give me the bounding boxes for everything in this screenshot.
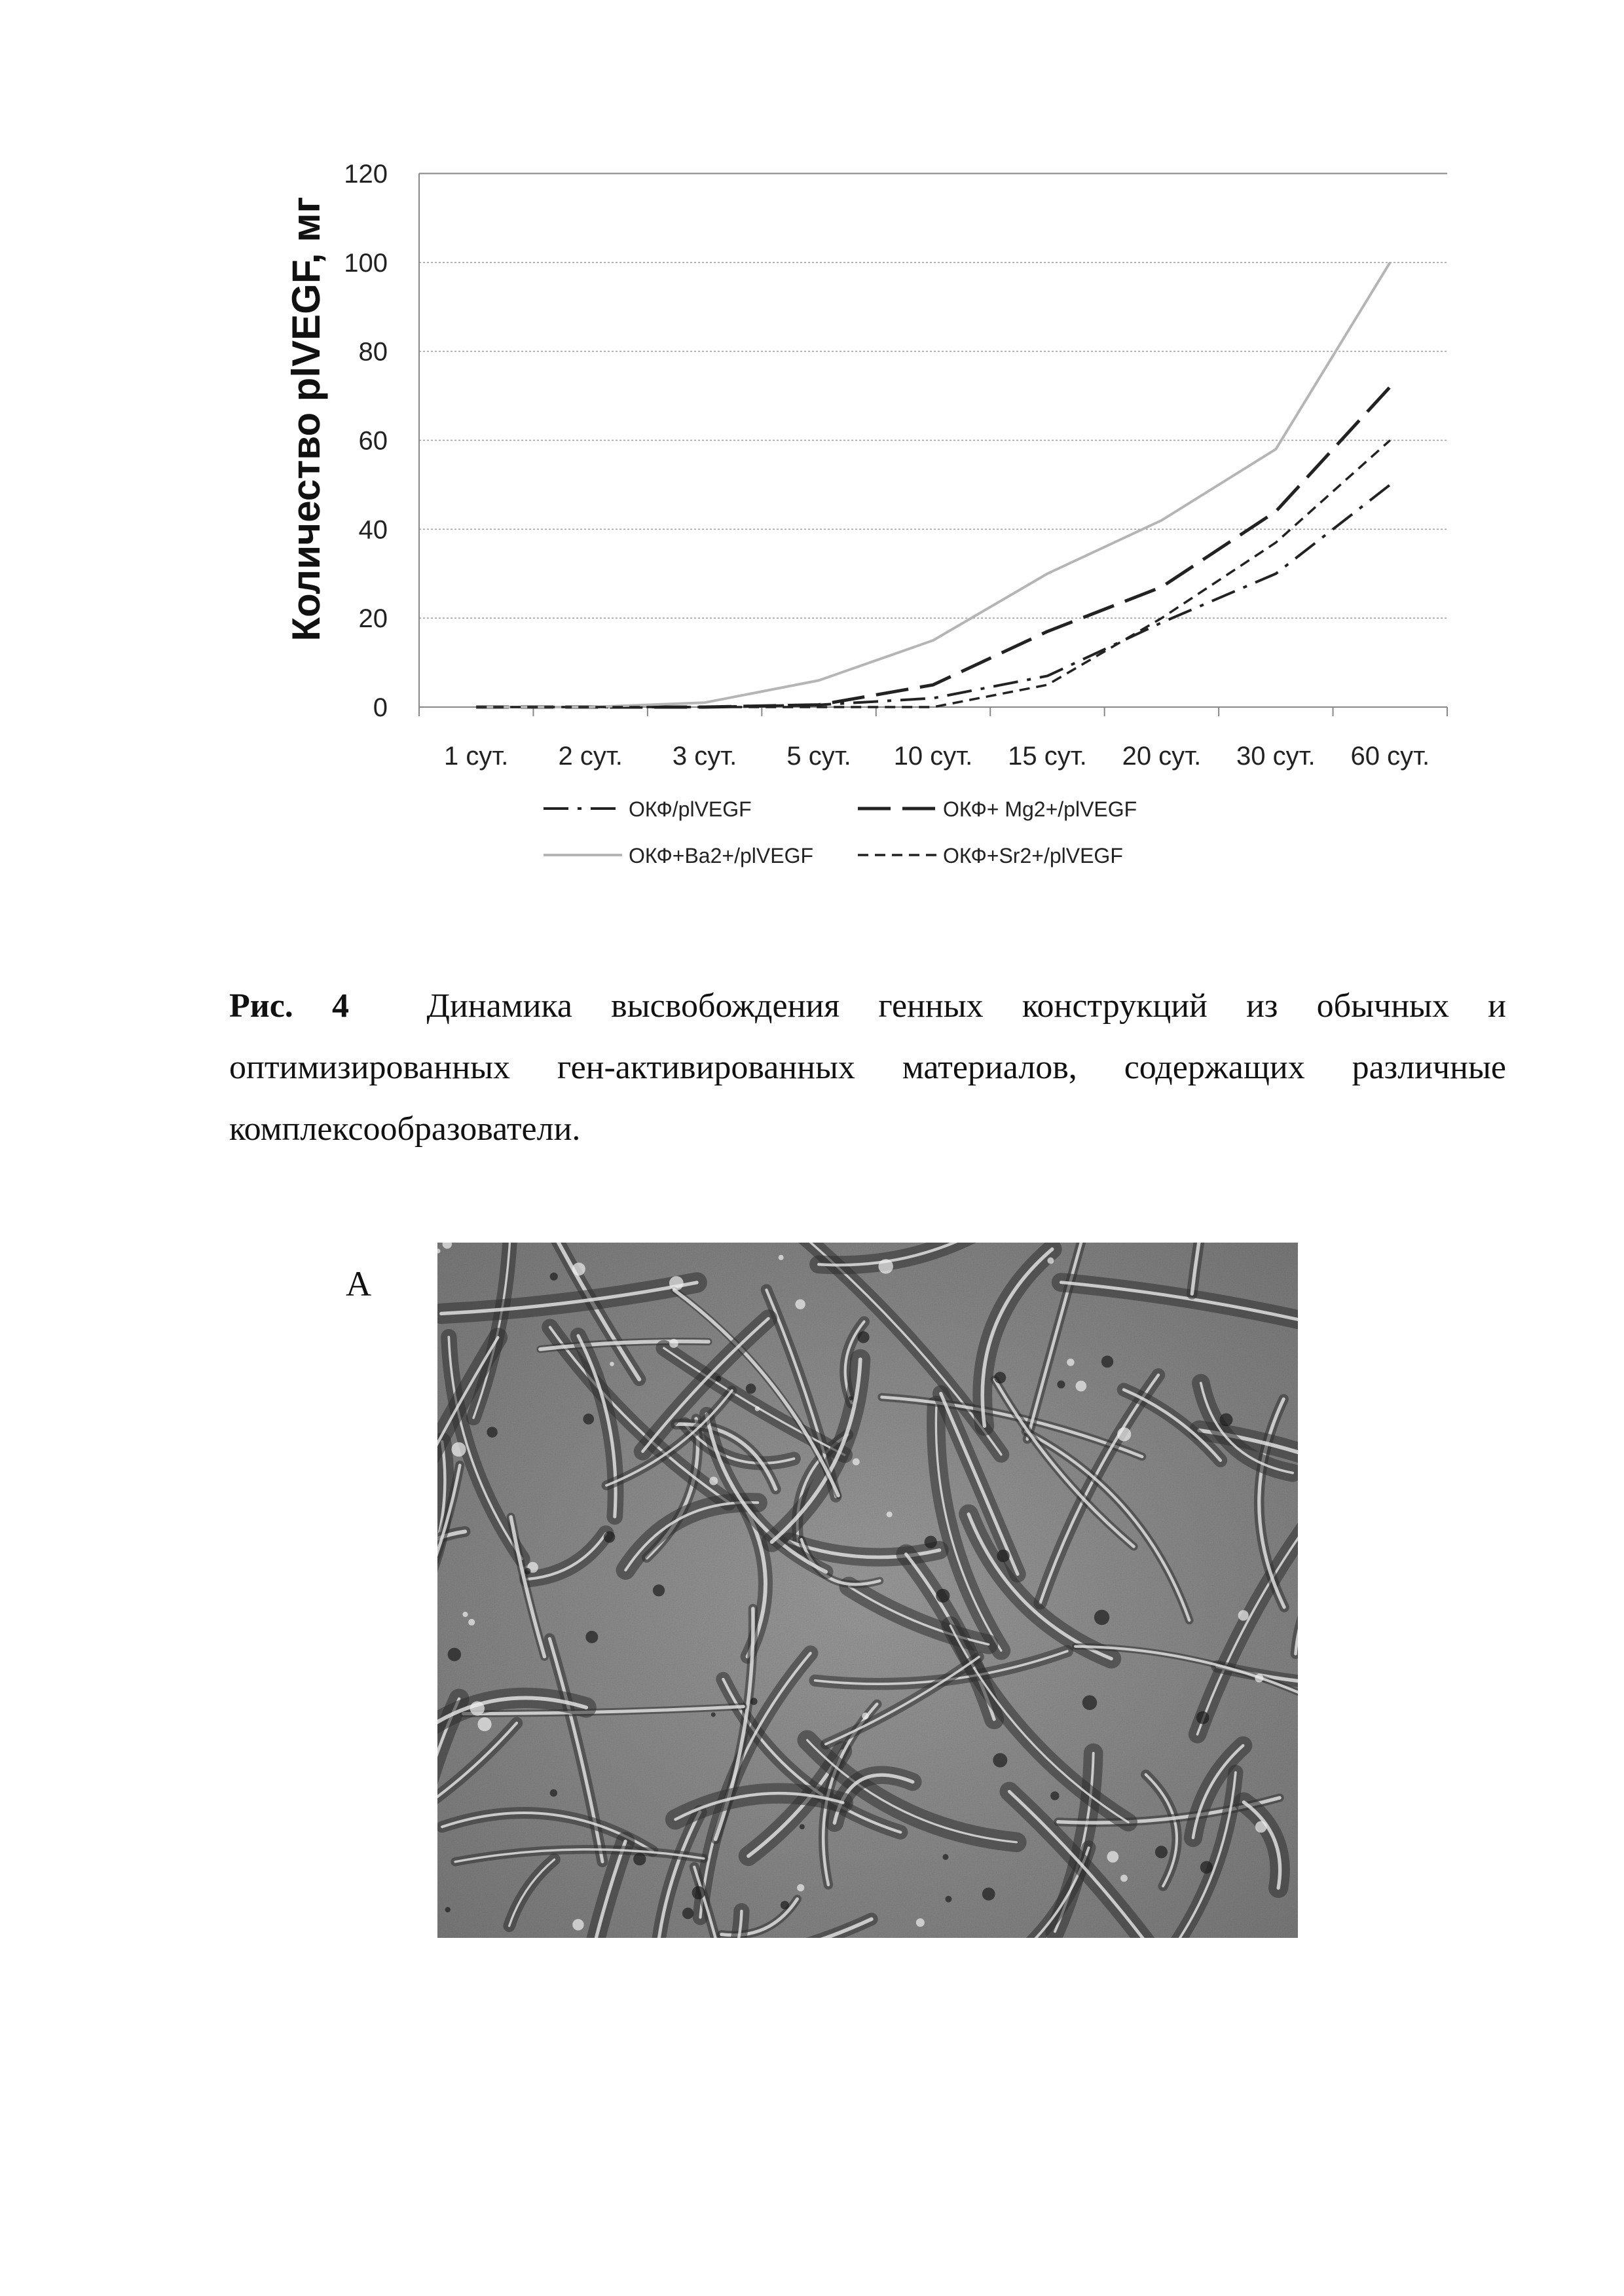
cell-culture-micrograph: [437, 1243, 1298, 1938]
x-tick-label: 3 сут.: [673, 742, 737, 771]
x-tick-label: 2 сут.: [558, 742, 622, 771]
y-tick-label-80: 80: [359, 338, 388, 367]
legend-label-4: ОКФ+Sr2+/plVEGF: [943, 844, 1123, 867]
y-tick-label-20: 20: [359, 604, 388, 633]
y-tick-labels: [344, 160, 388, 722]
y-tick-label-60: 60: [359, 427, 388, 456]
series-line-2: [476, 387, 1390, 707]
y-tick-label-100: 100: [344, 249, 388, 278]
chart-series: [476, 263, 1390, 707]
chart-gridlines: [419, 173, 1447, 618]
series-line-4: [476, 441, 1390, 708]
chart-axes: [419, 173, 1447, 716]
series-line-1: [476, 484, 1390, 707]
legend-label-1: ОКФ/plVEGF: [629, 797, 752, 821]
figure-label: Рис. 4: [229, 987, 349, 1025]
caption-text: Динамика высвобождения генных конструкций из обычных и оптимизированных ген-активированных материалов, содержащих различные комплексообразователи.: [229, 987, 1506, 1148]
series-line-3: [476, 263, 1390, 707]
x-tick-label: 60 сут.: [1350, 742, 1430, 771]
x-tick-label: 5 сут.: [786, 742, 851, 771]
y-tick-label-120: 120: [344, 160, 388, 189]
x-tick-label: 10 сут.: [894, 742, 973, 771]
x-tick-labels: [444, 742, 1430, 771]
figure-caption: [229, 975, 1506, 1160]
y-axis-label: Количество plVEGF, мг: [284, 196, 328, 641]
x-tick-label: 15 сут.: [1008, 742, 1087, 771]
legend-label-3: ОКФ+Ba2+/plVEGF: [629, 844, 813, 867]
x-tick-label: 1 сут.: [444, 742, 508, 771]
x-tick-label: 20 сут.: [1122, 742, 1202, 771]
chart-legend: [544, 797, 1137, 867]
panel-letter: A: [346, 1264, 371, 1304]
release-chart: [0, 0, 1624, 930]
y-tick-label-0: 0: [373, 693, 388, 722]
legend-label-2: ОКФ+ Mg2+/plVEGF: [943, 797, 1137, 821]
y-tick-label-40: 40: [359, 515, 388, 544]
x-tick-label: 30 сут.: [1236, 742, 1316, 771]
